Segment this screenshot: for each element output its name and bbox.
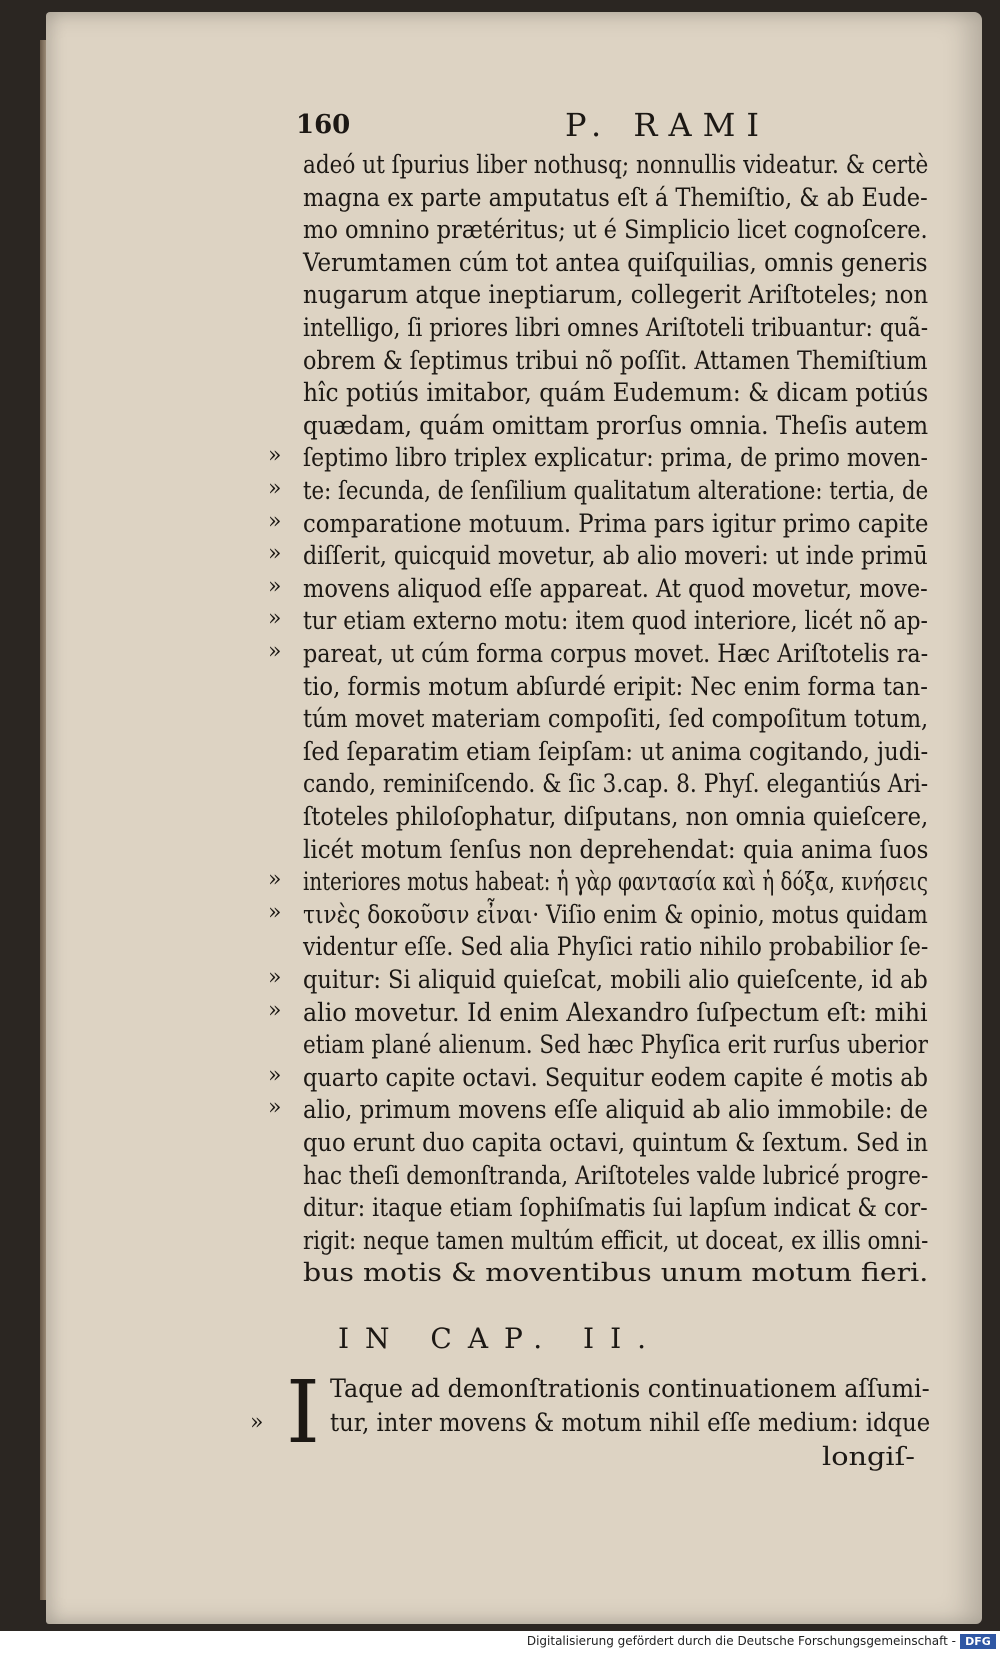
text-line: quædam, quám omittam prorſus omnia. Theſis autem: [303, 410, 929, 440]
margin-quote-marker: »: [268, 443, 282, 469]
text-line: movens aliquod eſſe appareat. At quod movetur, move-: [303, 573, 928, 603]
text-line: diſſerit, quicquid movetur, ab alio moveri: ut inde primū: [303, 541, 928, 571]
running-head: P. RAMI: [565, 106, 770, 144]
text-line: adeó ut ſpurius liber nothusq; nonnullis videatur. & certè: [303, 150, 929, 179]
section-text-line: tur, inter movens & motum nihil eſſe medium: idque: [330, 1408, 931, 1437]
margin-quote-marker: »: [268, 1095, 282, 1121]
margin-quote-marker: »: [268, 508, 282, 534]
text-line: pareat, ut cúm forma corpus movet. Hæc Ariſtotelis ra-: [303, 639, 929, 668]
text-line: quarto capite octavi. Sequitur eodem capite é motis ab: [303, 1062, 928, 1092]
section-text-line: Taque ad demonſtrationis continuationem aſſumi-: [330, 1374, 930, 1403]
text-line: mo omnino prætéritus; ut é Simplicio licet cognoſcere.: [303, 215, 928, 245]
text-line: hîc potiús imitabor, quám Eudemum: & dicam potiús: [303, 378, 929, 408]
text-line: ſed ſeparatim etiam ſeipſam: ut anima cogitando, judi-: [303, 736, 929, 766]
dfg-logo: DFG: [960, 1634, 996, 1649]
funding-credit: Digitalisierung gefördert durch die Deutsche Forschungsgemeinschaft -: [526, 1634, 956, 1648]
margin-quote-marker: »: [268, 476, 282, 501]
text-line: alio movetur. Id enim Alexandro ſuſpectum eſt: mihi: [303, 997, 928, 1027]
text-line: nugarum atque ineptiarum, collegerit Ariſtoteles; non: [303, 280, 929, 310]
page-number: 160: [296, 110, 351, 140]
margin-quote-marker: »: [268, 867, 282, 893]
text-line: tur etiam externo motu: item quod interiore, licét nõ ap-: [303, 606, 928, 636]
margin-quote-marker: »: [268, 1062, 282, 1088]
text-line: tio, formis motum abſurdé eripit: Nec enim forma tan-: [303, 671, 928, 701]
text-line: licét motum ſenſus non deprehendat: quia anima ſuos: [303, 834, 929, 864]
text-line: ſeptimo libro triplex explicatur: prima, de primo moven-: [303, 443, 928, 473]
text-line: cando, reminiſcendo. & ſic 3.cap. 8. Phyſ. elegantiús Ari-: [303, 769, 929, 799]
margin-quote-marker: »: [250, 1410, 264, 1435]
text-line: alio, primum movens eſſe aliquid ab alio immobile: de: [303, 1095, 928, 1125]
section-text-line: longiſ-: [822, 1442, 915, 1471]
text-line: rigit: neque tamen multúm efficit, ut doceat, ex illis omni-: [303, 1225, 929, 1255]
text-line: ditur: itaque etiam ſophiſmatis ſui lapſum indicat & cor-: [303, 1193, 928, 1223]
text-line: hac theſi demonſtranda, Ariſtoteles valde lubricé progre-: [303, 1160, 929, 1190]
text-line: bus motis & moventibus unum motum fieri.: [303, 1258, 929, 1288]
digitization-footer: [0, 1631, 1000, 1653]
text-line: intelligo, ſi priores libri omnes Ariſtoteli tribuantur: quã-: [303, 313, 929, 342]
text-line: videntur eſſe. Sed alia Phyſici ratio nihilo probabilior ſe-: [303, 932, 929, 962]
text-line: quo erunt duo capita octavi, quintum & ſextum. Sed in: [303, 1128, 929, 1157]
section-heading: IN CAP. II.: [337, 1322, 663, 1355]
text-line: ſtoteles philoſophatur, diſputans, non omnia quieſcere,: [303, 802, 929, 831]
text-line: túm movet materiam compoſiti, ſed compoſitum totum,: [303, 704, 929, 734]
margin-quote-marker: »: [268, 899, 282, 925]
text-line: etiam plané alienum. Sed hæc Phyſica erit rurſus uberior: [303, 1030, 928, 1060]
text-line: Verumtamen cúm tot antea quiſquilias, omnis generis: [303, 247, 928, 277]
margin-quote-marker: »: [268, 573, 282, 599]
page-header: [0, 106, 1000, 146]
text-line: obrem & ſeptimus tribui nõ poſſit. Attamen Themiſtium: [303, 345, 928, 375]
drop-cap-initial: I: [286, 1363, 320, 1463]
text-line: magna ex parte amputatus eſt á Themiſtio, & ab Eude-: [303, 182, 928, 212]
text-line: interiores motus habeat: ἡ γὰρ φαντασία καὶ ἡ δόξα, κινήσεις: [303, 867, 928, 897]
margin-quote-marker: »: [268, 639, 282, 664]
margin-quote-marker: »: [268, 997, 282, 1023]
text-line: te: ſecunda, de ſenſilium qualitatum alteratione: tertia, de: [303, 476, 929, 505]
text-line: τινὲς δοκοῦσιν εἶναι· Viſio enim & opinio, motus quidam: [303, 899, 928, 929]
margin-quote-marker: »: [268, 606, 282, 632]
margin-quote-marker: »: [268, 541, 282, 567]
text-line: quitur: Si aliquid quieſcat, mobili alio quieſcente, id ab: [303, 965, 928, 994]
margin-quote-marker: »: [268, 965, 282, 990]
text-line: comparatione motuum. Prima pars igitur primo capite: [303, 508, 929, 538]
